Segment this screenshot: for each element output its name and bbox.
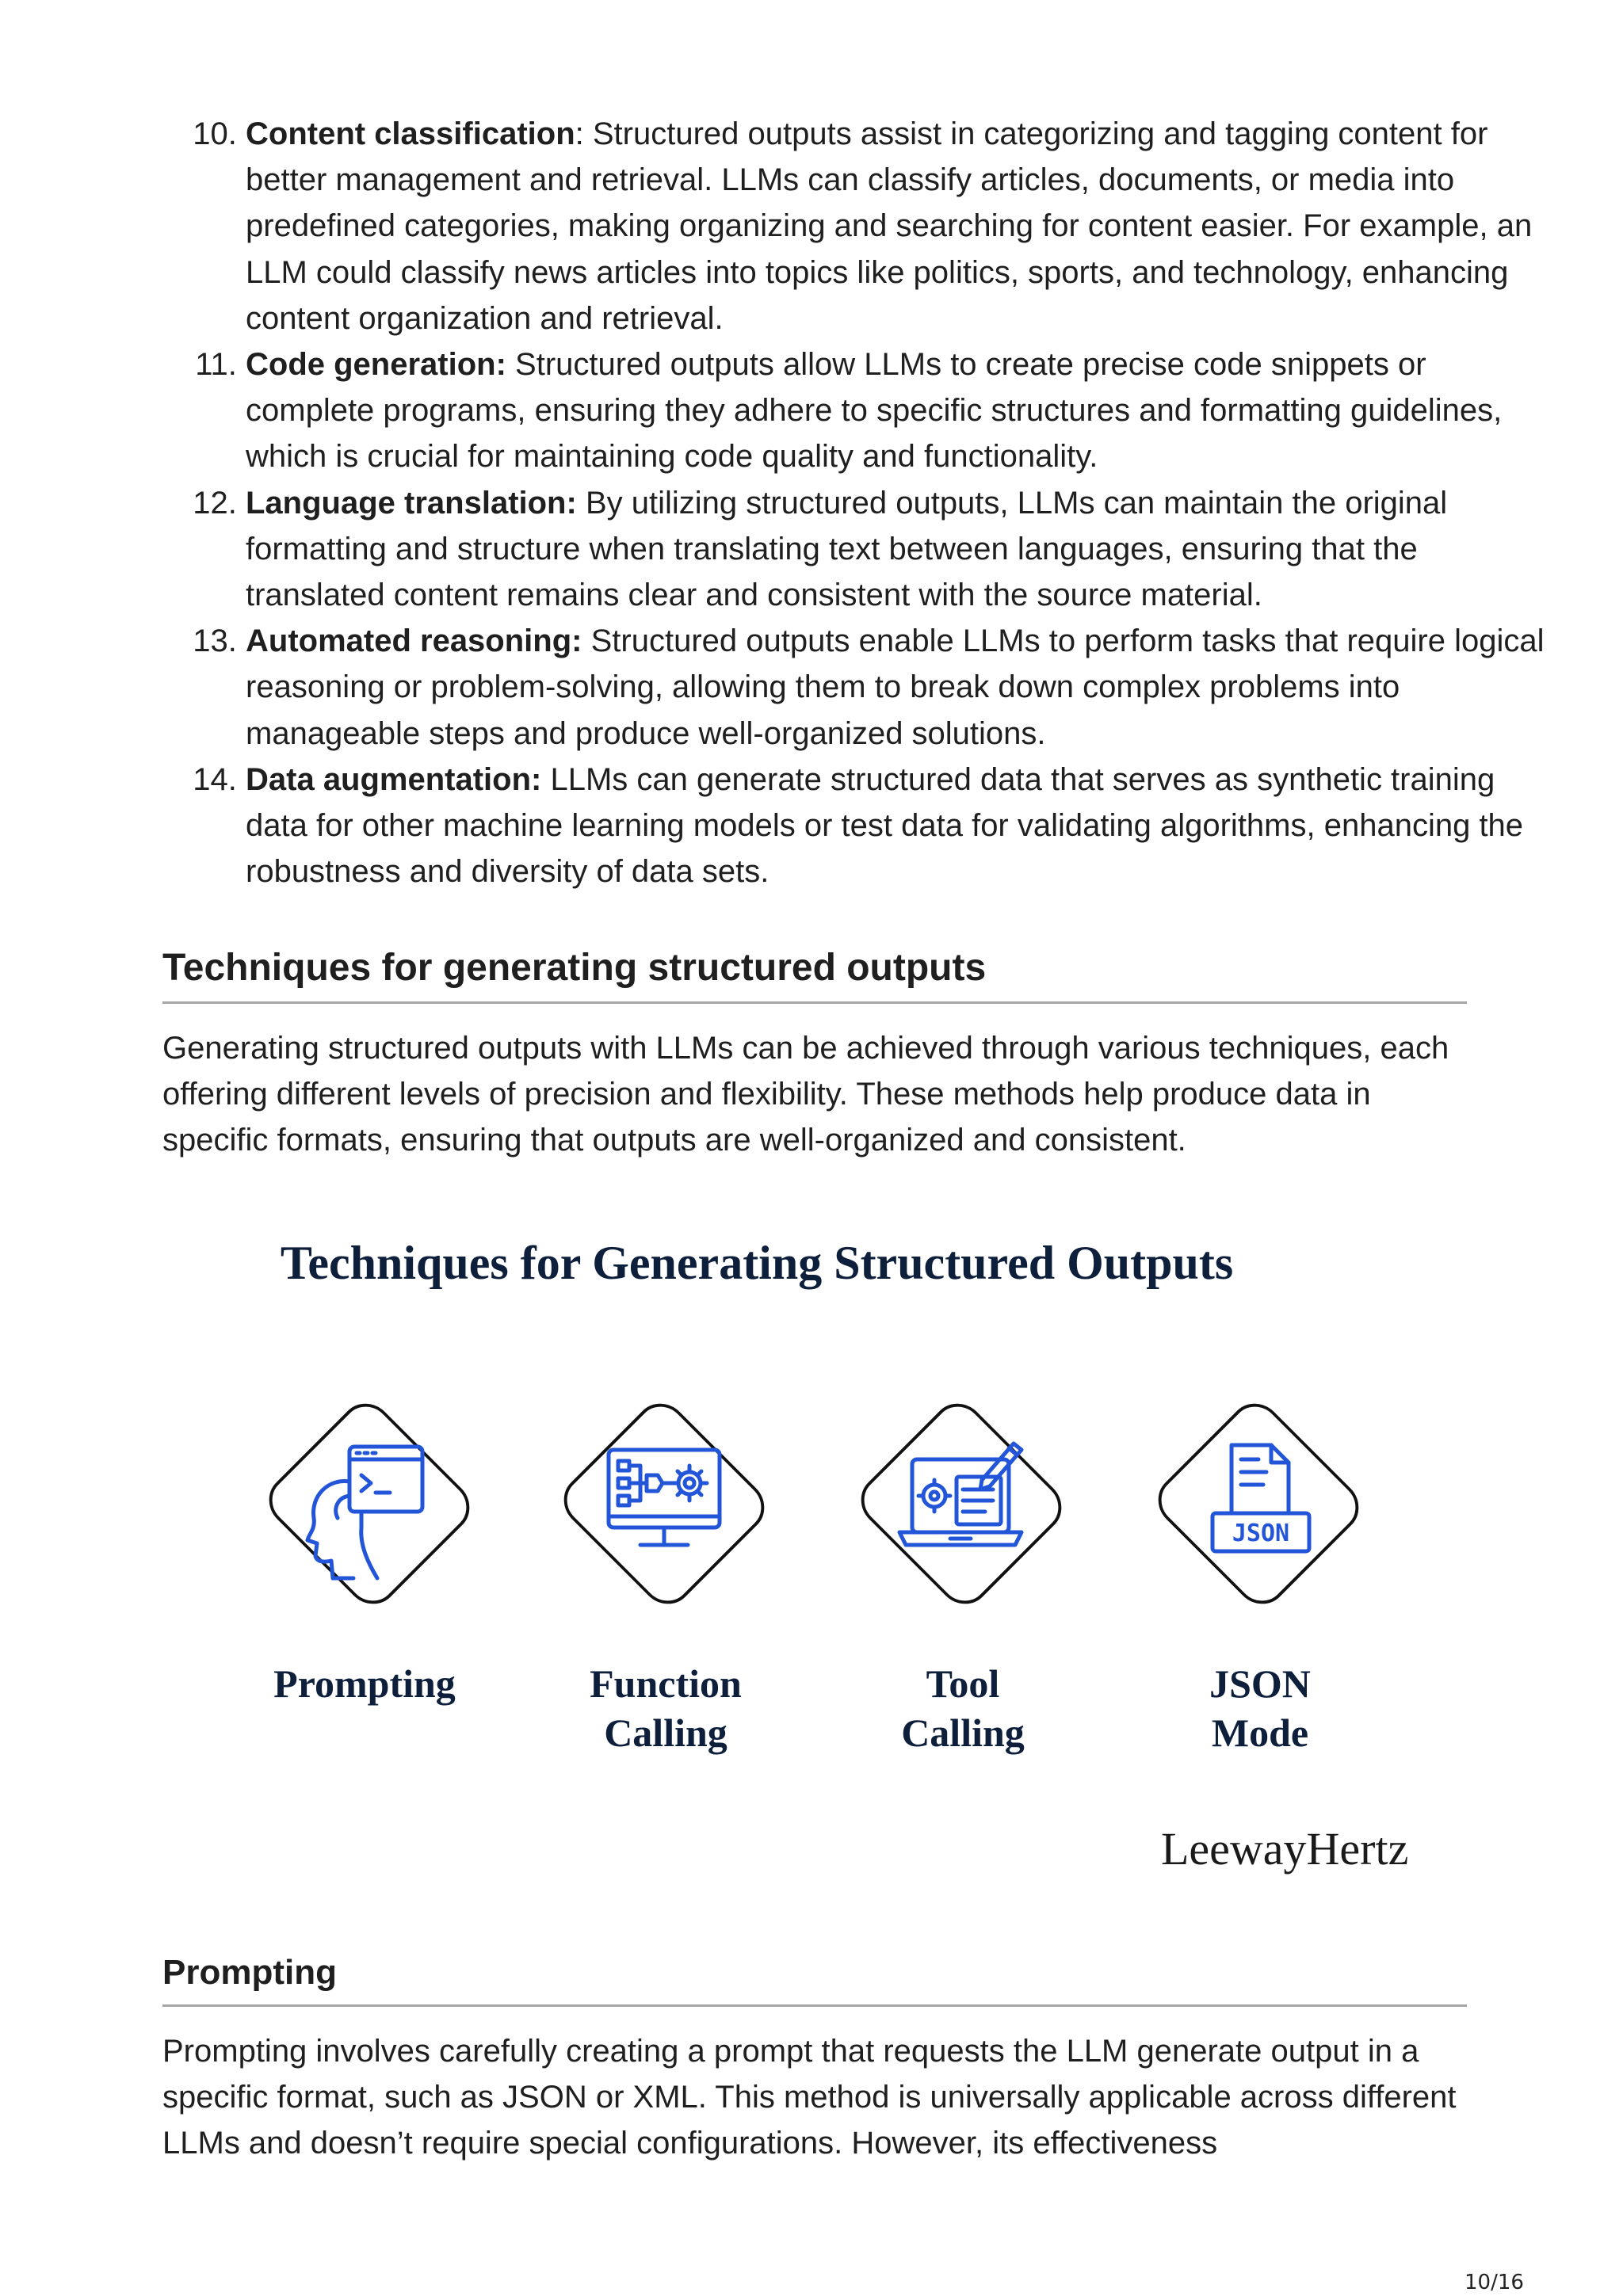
technique-label-prompting	[238, 1659, 491, 1708]
technique-label-line2: Mode	[1211, 1711, 1309, 1755]
list-item-separator	[541, 762, 550, 797]
list-item-separator: :	[575, 116, 593, 151]
technique-label-line2: Calling	[604, 1711, 727, 1755]
technique-label-line1: Prompting	[273, 1661, 456, 1706]
technique-json-mode-card	[1124, 1377, 1393, 1630]
page-number: 10/16	[1465, 2271, 1524, 2294]
list-item	[246, 480, 1561, 619]
list-item-text: Structured outputs allow LLMs to create precise code snippets or complete programs, ensuring they adhere to specific structures and formatting guidelines, which is crucial for maintaining code quality and functionality.	[246, 347, 1503, 475]
list-item-separator	[506, 347, 515, 382]
list-item-term: Content classification	[246, 116, 575, 151]
list-item-separator	[577, 486, 586, 521]
human-head-terminal-icon	[235, 1377, 504, 1630]
list-item	[246, 111, 1561, 341]
monitor-flow-gear-icon	[529, 1377, 799, 1630]
technique-label-line1: Function	[590, 1661, 742, 1706]
list-item-term: Code generation:	[246, 347, 506, 383]
list-item-separator	[582, 624, 590, 658]
technique-label-json-mode	[1133, 1659, 1387, 1757]
list-item-text: By utilizing structured outputs, LLMs can maintain the original formatting and structure when translating text between languages, ensuring that the translated content remains clear and consistent with the source material.	[246, 485, 1448, 613]
json-badge-text: JSON	[1232, 1520, 1290, 1547]
technique-label-line2: Calling	[901, 1711, 1025, 1755]
brand-logo-text: LeewayHertz	[1161, 1823, 1409, 1875]
list-item-term: Language translation:	[246, 485, 577, 521]
list-item-text: Structured outputs enable LLMs to perform tasks that require logical reasoning or problem-solving, allowing them to break down complex problems into manageable steps and produce well-organized solutions.	[246, 624, 1545, 751]
section-paragraph-prompting: Prompting involves carefully creating a prompt that requests the LLM generate output in a specific format, such as JSON or XML. This method is universally applicable across different LLMs and doesn’t require special configurations. However, its effectiveness	[162, 2034, 1457, 2161]
numbered-list	[162, 111, 1561, 894]
list-item-term: Automated reasoning:	[246, 624, 582, 659]
technique-label-line1: Tool	[926, 1661, 1000, 1706]
technique-label-function-calling	[539, 1659, 792, 1757]
technique-function-calling-card	[529, 1377, 799, 1630]
json-document-icon	[1124, 1377, 1393, 1630]
list-item-text: Structured outputs assist in categorizing and tagging content for better management and retrieval. LLMs can classify articles, documents, or media into predefined categories, making organizing and searching for content easier. For example, an LLM could classify news articles into topics like politics, sports, and technology, enhancing content organization and retrieval.	[246, 116, 1533, 336]
section-heading-techniques: Techniques for generating structured outputs	[162, 944, 1467, 1004]
laptop-gear-pencil-icon	[827, 1377, 1096, 1630]
section-paragraph-techniques: Generating structured outputs with LLMs can be achieved through various techniques, each offering different levels of precision and flexibility. These methods help produce data in specific formats, ensuring that outputs are well-organized and consistent.	[162, 1031, 1449, 1158]
figure-title: Techniques for Generating Structured Outputs	[280, 1237, 1234, 1289]
technique-label-tool-calling	[836, 1659, 1090, 1757]
list-item	[246, 757, 1561, 895]
section-heading-prompting: Prompting	[162, 1951, 1467, 2007]
technique-tool-calling-card	[827, 1377, 1096, 1630]
list-item-text: LLMs can generate structured data that serves as synthetic training data for other machine learning models or test data for validating algorithms, enhancing the robustness and diversity of data sets.	[246, 761, 1524, 890]
list-item	[246, 341, 1561, 480]
list-item	[246, 618, 1561, 757]
list-item-term: Data augmentation:	[246, 761, 542, 797]
technique-label-line1: JSON	[1209, 1661, 1311, 1706]
technique-prompting-card	[235, 1377, 504, 1630]
